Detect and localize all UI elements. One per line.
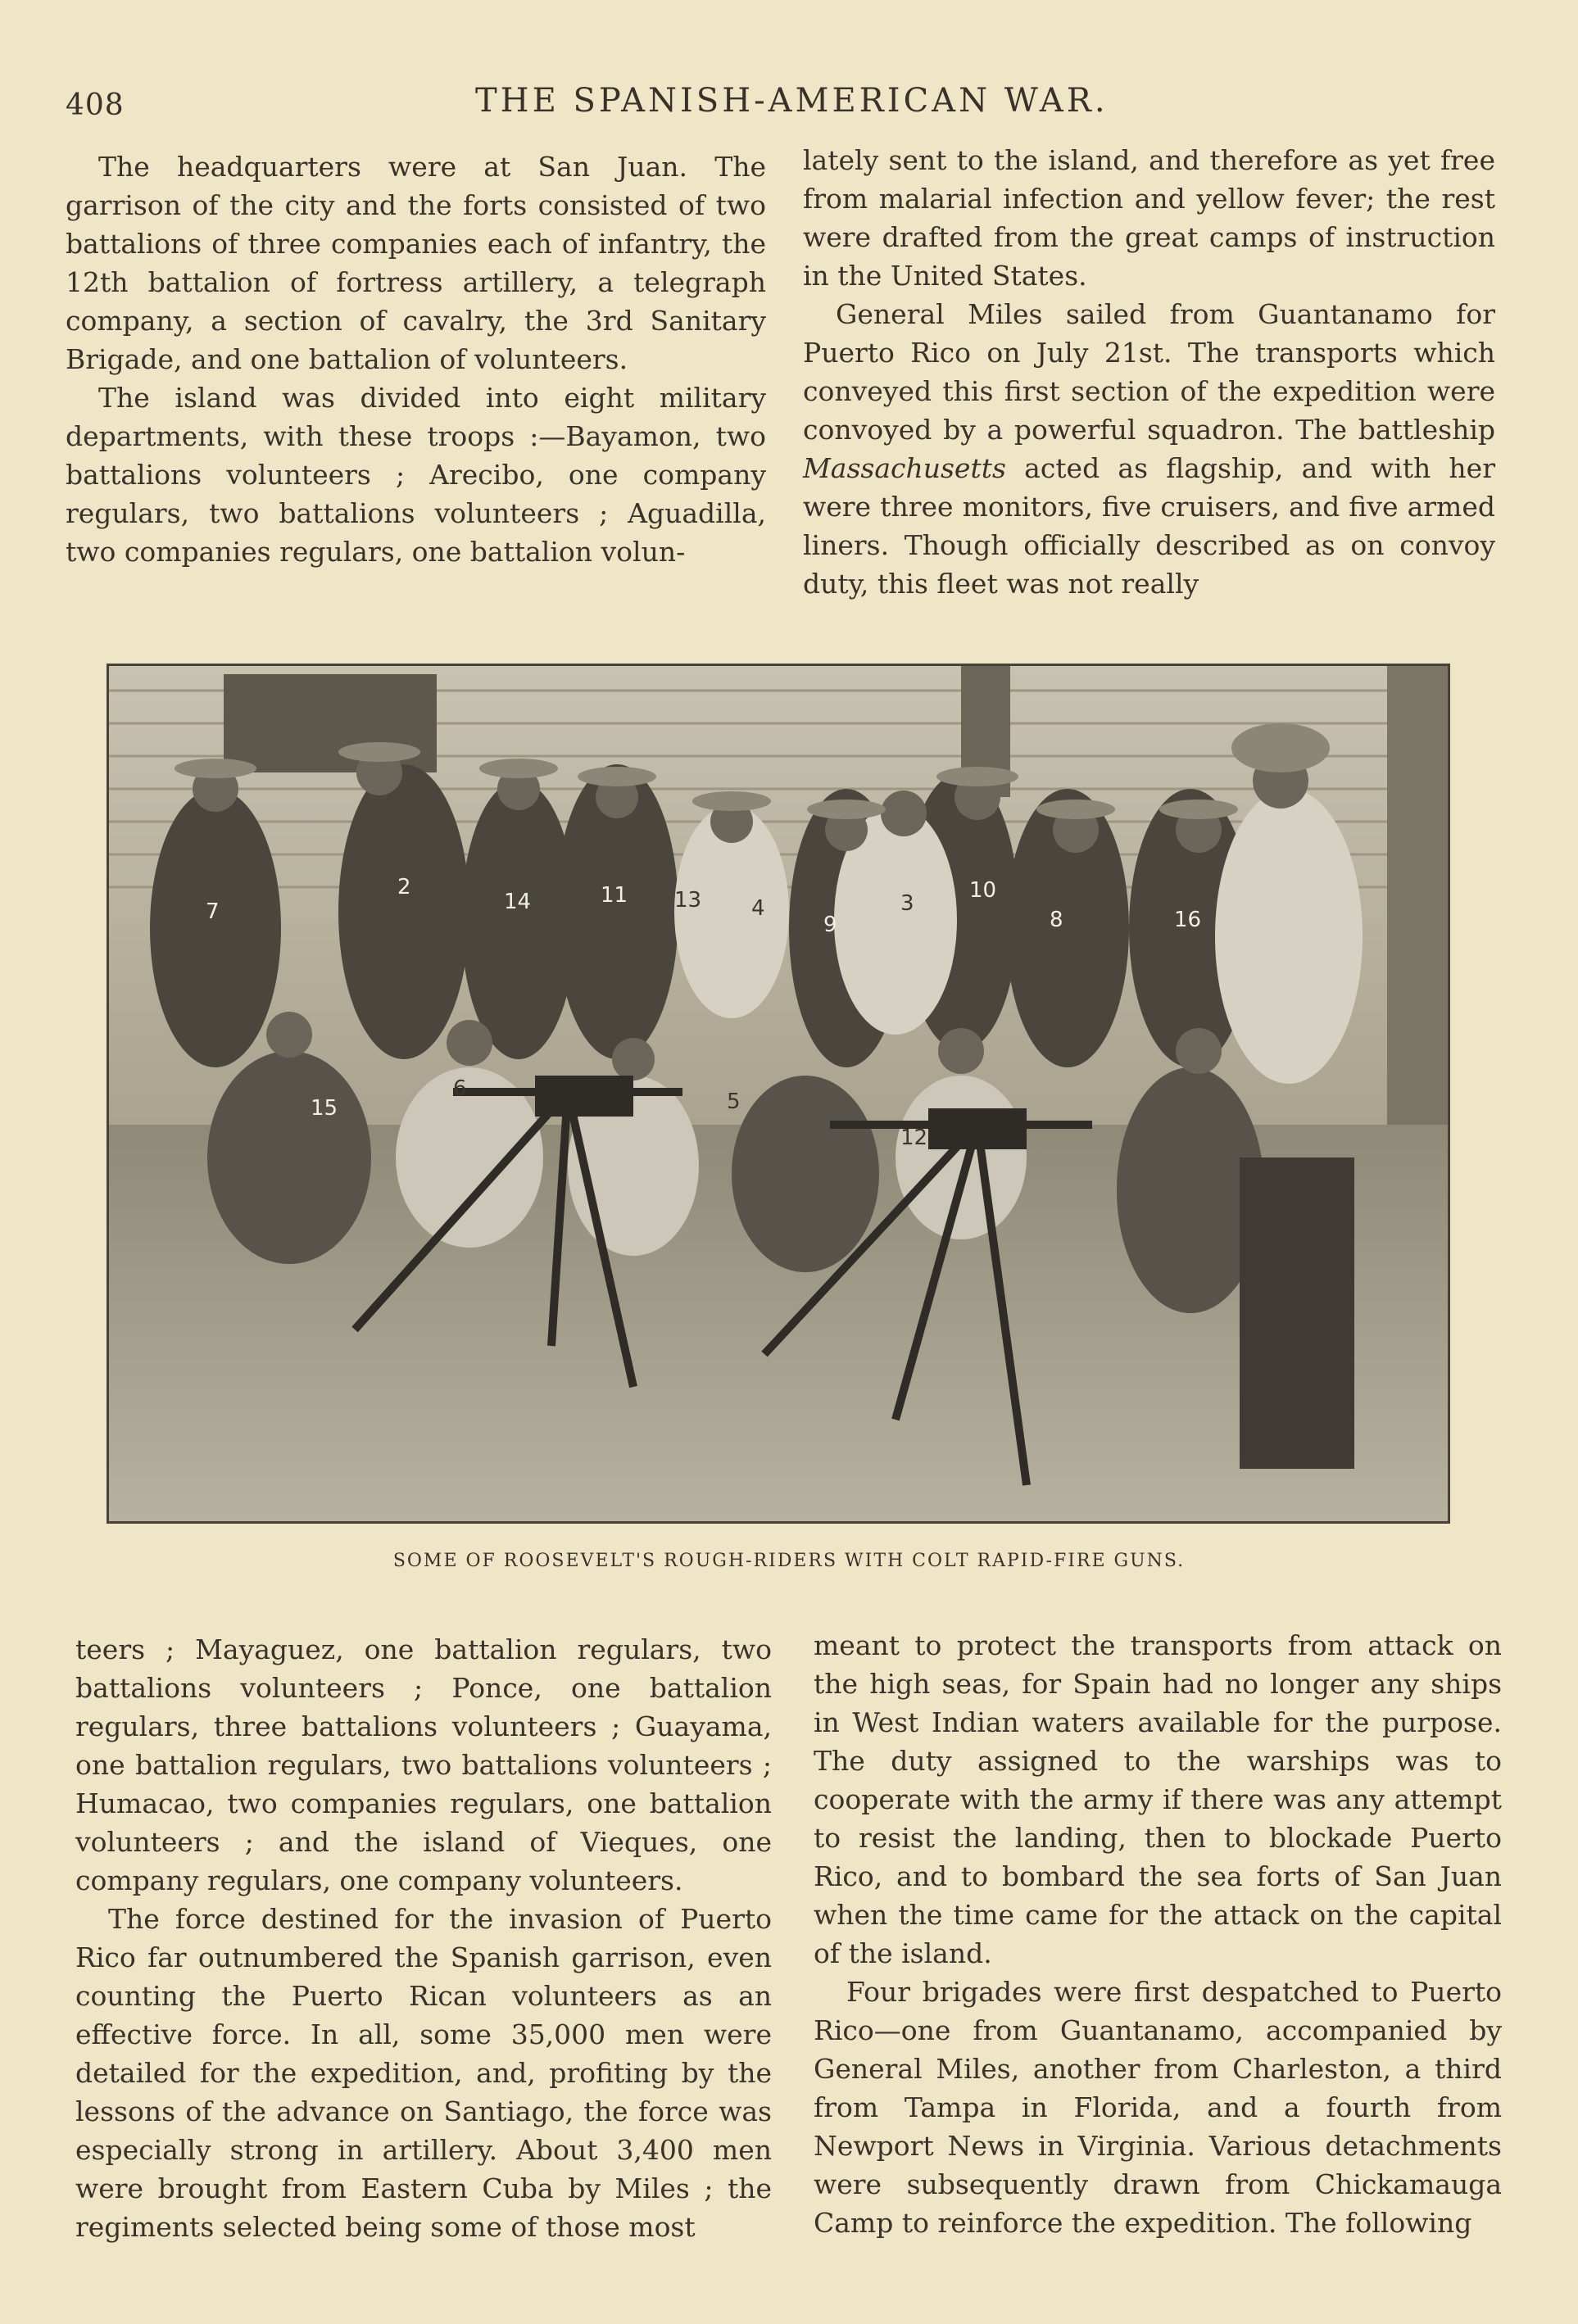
soldier-number: 7: [206, 899, 220, 924]
paragraph: The force destined for the invasion of Puerto Rico far outnumbered the Spanish garrison, even counting the Puerto Rican volunteers as an effective force. In all, some 35,000 men were detailed for the expedition, and, profiting by the lessons of the advance on Santiago, the force was especially strong in artillery. About 3,400 men were brought from Eastern Cuba by Miles ; the regiments selected being some of those most: [75, 1903, 772, 2243]
paragraph: lately sent to the island, and therefore as yet free from malarial infection and yellow fever; the rest were drafted from the great camps of instruction in the United States.: [803, 144, 1495, 292]
soldier-number: 12: [900, 1126, 928, 1150]
paragraph-text: acted as flagship, and with her were three monitors, five cruisers, and five armed liners. Though officially described as on convoy duty, this fleet was not really: [803, 452, 1495, 600]
soldier-number: 5: [727, 1090, 741, 1114]
paragraph: [803, 295, 1495, 603]
paragraph: meant to protect the transports from attack on the high seas, for Spain had no longer any ships in West Indian waters available for the purpose. The duty assigned to the warships was to cooperate with the army if there was any attempt to resist the landing, then to blockade Puerto Rico, and to bombard the sea forts of San Juan when the time came for the attack on the capital of the island.: [814, 1629, 1502, 1969]
porch-post: [1387, 666, 1448, 1174]
gun-breech: [535, 1076, 633, 1117]
soldier-number: 15: [311, 1096, 338, 1121]
page-number: 408: [66, 88, 125, 122]
photo-illustration: [109, 666, 1448, 1521]
paragraph: teers ; Mayaguez, one battalion regulars, two battalions volunteers ; Ponce, one battalion regulars, three battalions volunteers ; Guayama, one battalion regulars, two battalions volunteers ; Humacao, two companies regulars, one battalion volunteers ; and the island of Vieques, one company regulars, one company volunteers.: [75, 1633, 772, 1896]
soldier-number: 4: [751, 896, 765, 921]
soldier-number: 2: [397, 875, 411, 899]
soldier-number: 10: [969, 878, 997, 903]
photo-caption: SOME OF ROOSEVELT'S ROUGH-RIDERS WITH COLT RAPID-FIRE GUNS.: [392, 1551, 1186, 1571]
paragraph: The headquarters were at San Juan. The garrison of the city and the forts consisted of two battalions of three companies each of infantry, the 12th battalion of fortress artillery, a telegraph company, a section of cavalry, the 3rd Sanitary Brigade, and one battalion of volunteers.: [66, 151, 766, 375]
soldier-number: 8: [1050, 908, 1063, 932]
soldier-number: 9: [823, 913, 837, 937]
standing-soldier-legs: [1240, 1157, 1354, 1469]
ship-name: Massachusetts: [803, 452, 1006, 484]
gun-breech: [928, 1108, 1027, 1149]
soldier-number: 13: [674, 888, 702, 913]
photograph: [107, 664, 1450, 1524]
soldier-number: 14: [504, 890, 532, 914]
soldier-number: 11: [601, 883, 628, 908]
soldier-number: 3: [900, 891, 914, 916]
soldier-number: 6: [453, 1076, 467, 1101]
soldier-number: 16: [1174, 908, 1202, 932]
paragraph: Four brigades were first despatched to Puerto Rico—one from Guantanamo, accompanied by General Miles, another from Charleston, a third from Tampa in Florida, and a fourth from Newport News in Virginia. Various detachments were subsequently drawn from Chickamauga Camp to reinforce the expedition. The following: [814, 1976, 1502, 2239]
running-head: THE SPANISH-AMERICAN WAR.: [475, 82, 1109, 120]
bottom-left-column: [75, 1630, 772, 2246]
top-left-column: [66, 147, 766, 571]
top-right-column: [803, 141, 1495, 603]
paragraph-text: General Miles sailed from Guantanamo for Puerto Rico on July 21st. The transports which conveyed this first section of the expedition were convoyed by a powerful squadron. The battleship: [803, 298, 1495, 446]
paragraph: The island was divided into eight military departments, with these troops :—Bayamon, two battalions volunteers ; Arecibo, one company regulars, two battalions volunteers ; Aguadilla, two companies regulars, one battalion volun-: [66, 382, 766, 568]
bottom-right-column: [814, 1626, 1502, 2242]
